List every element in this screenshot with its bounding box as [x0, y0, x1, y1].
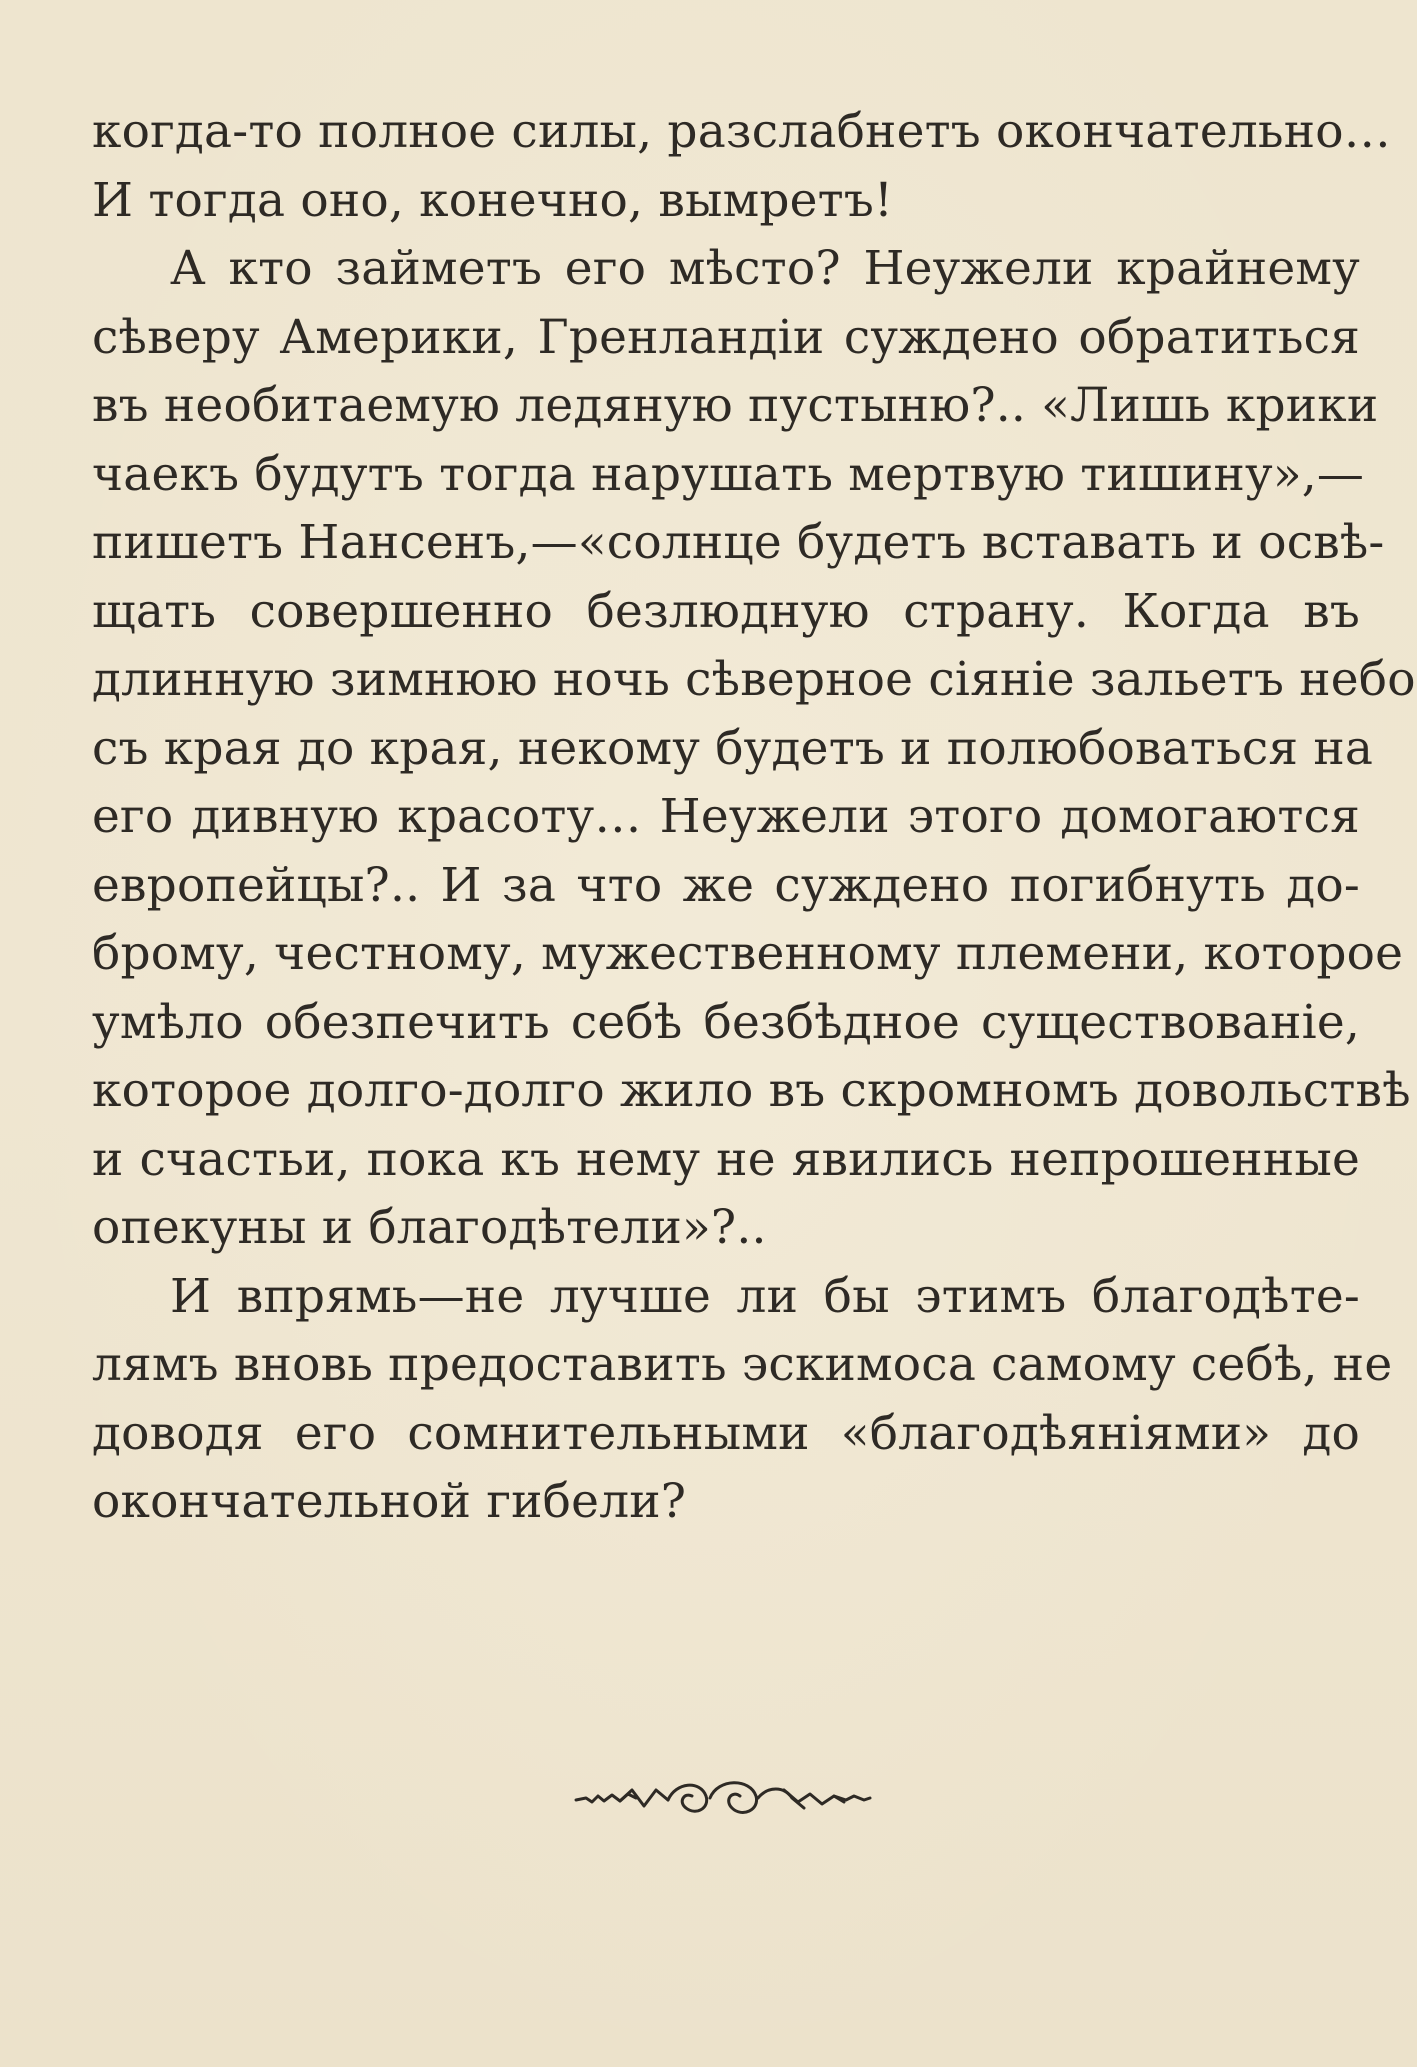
- text-line: его дивную красоту… Неужели этого домогаются: [92, 789, 1360, 844]
- text-line: И тогда оно, конечно, вымретъ!: [92, 172, 894, 228]
- text-line: въ необитаемую ледяную пустыню?.. «Лишь крики: [92, 378, 1379, 433]
- text-line: и счастьи, пока къ нему не явились непрошенные: [92, 1131, 1360, 1187]
- text-line: длинную зимнюю ночь сѣверное сіяніе зальетъ небо: [92, 652, 1416, 707]
- text-line: съ края до края, некому будетъ и полюбоваться на: [92, 720, 1374, 776]
- text-line: доводя его сомнительными «благодѣяніями» до: [92, 1405, 1360, 1461]
- text-line: пишетъ Нансенъ,—«солнце будетъ вставать и освѣ-: [92, 515, 1385, 570]
- text-line: умѣло обезпечить себѣ безбѣдное существованіе,: [92, 994, 1360, 1050]
- text-line: которое долго-долго жило въ скромномъ довольствѣ: [92, 1063, 1411, 1118]
- text-line: чаекъ будутъ тогда нарушать мертвую тишину»,—: [92, 446, 1365, 502]
- text-line: когда-то полное силы, разслабнетъ окончательно…: [92, 104, 1391, 159]
- text-line: опекуны и благодѣтели»?..: [92, 1200, 767, 1255]
- decorative-flourish-icon: [572, 1768, 874, 1828]
- text-line: европейцы?.. И за что же суждено погибнуть до-: [92, 857, 1360, 913]
- text-line: щать совершенно безлюдную страну. Когда въ: [92, 583, 1360, 639]
- text-line: И впрямь—не лучше ли бы этимъ благодѣте-: [170, 1268, 1360, 1324]
- text-line: лямъ вновь предоставить эскимоса самому себѣ, не: [92, 1337, 1393, 1392]
- text-line: А кто займетъ его мѣсто? Неужели крайнему: [170, 241, 1360, 296]
- text-line: окончательной гибели?: [92, 1474, 687, 1529]
- body-text: [92, 98, 1416, 1537]
- text-line: брому, честному, мужественному племени, которое: [92, 926, 1404, 981]
- text-line: сѣверу Америки, Гренландіи суждено обратиться: [92, 309, 1360, 365]
